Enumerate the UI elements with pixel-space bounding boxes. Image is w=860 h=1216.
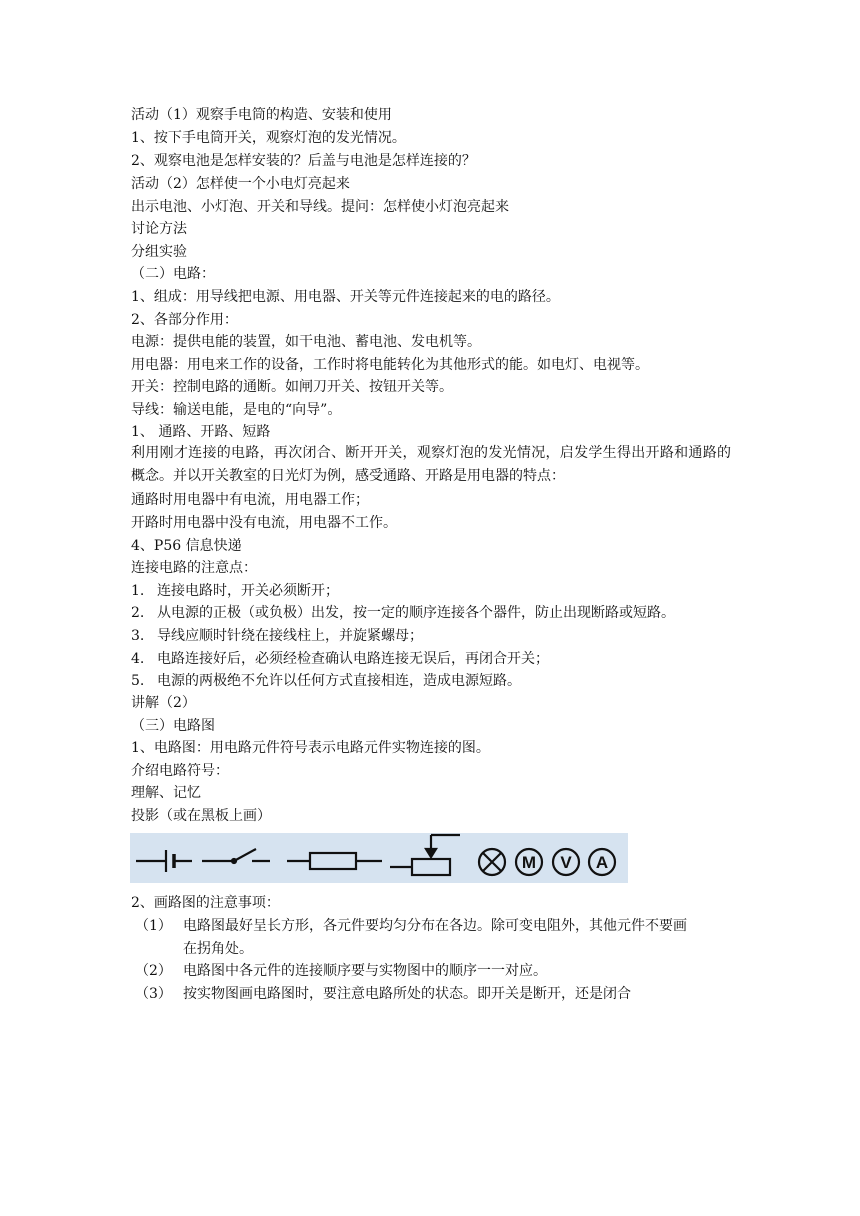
text-line: 分组实验 <box>131 244 187 260</box>
text-line: 导线：输送电能，是电的“向导”。 <box>131 402 342 418</box>
lamp-symbol <box>479 849 505 875</box>
text-line: 讲解（2） <box>131 695 196 711</box>
list-item-continuation: 在拐角处。 <box>183 941 253 957</box>
list-number: 2. <box>131 605 145 621</box>
resistor-symbol <box>287 853 382 869</box>
list-item: 电路图中各元件的连接顺序要与实物图中的顺序一一对应。 <box>183 963 547 979</box>
text-line: 投影（或在黑板上画） <box>131 808 271 824</box>
text-line: 用电器：用电来工作的设备，工作时将电能转化为其他形式的能。如电灯、电视等。 <box>131 357 649 373</box>
list-number: （3） <box>135 986 172 1002</box>
list-item: 导线应顺时针绕在接线柱上，并旋紧螺母； <box>157 628 423 644</box>
list-item: 从电源的正极（或负极）出发，按一定的顺序连接各个器件，防止出现断路或短路。 <box>157 605 675 621</box>
list-number: （2） <box>135 963 172 979</box>
motor-letter: M <box>521 853 537 872</box>
section-heading-diagram: （三）电路图 <box>131 718 215 734</box>
list-item: 电源的两极绝不允许以任何方式直接相连，造成电源短路。 <box>157 673 521 689</box>
text-line: 理解、记忆 <box>131 785 201 801</box>
text-line: 4、P56 信息快递 <box>131 538 242 554</box>
list-item: 电路连接好后，必须经检查确认电路连接无误后，再闭合开关； <box>157 651 549 667</box>
paragraph: 利用刚才连接的电路，再次闭合、断开开关，观察灯泡的发光情况，启发学生得出开路和通路的概念。并以开关教室的日光灯为例，感受通路、开路是用电器的特点： <box>131 445 731 484</box>
battery-symbol <box>136 850 192 872</box>
text-line: 连接电路的注意点： <box>131 560 257 576</box>
switch-symbol <box>202 849 270 863</box>
list-item: 按实物图画电路图时，要注意电路所处的状态。即开关是断开，还是闭合 <box>183 986 631 1002</box>
text-line: 开路时用电器中没有电流，用电器不工作。 <box>131 515 397 531</box>
text-line: 出示电池、小灯泡、开关和导线。提问：怎样使小灯泡亮起来 <box>131 199 509 215</box>
text-line: 讨论方法 <box>131 221 187 237</box>
text-line: 2、画路图的注意事项： <box>131 895 280 911</box>
section-heading-circuit: （二）电路： <box>131 266 215 282</box>
text-line: 2、各部分作用： <box>131 312 238 328</box>
circuit-symbols-figure <box>130 833 628 883</box>
circuit-symbols-svg <box>130 833 628 883</box>
list-item: 连接电路时，开关必须断开； <box>157 583 339 599</box>
ammeter-letter: A <box>595 853 609 872</box>
text-line: 开关：控制电路的通断。如闸刀开关、按钮开关等。 <box>131 379 453 395</box>
list-number: （1） <box>135 918 172 934</box>
text-line: 介绍电路符号： <box>131 763 229 779</box>
activity-1-heading: 活动（1）观察手电筒的构造、安装和使用 <box>131 107 392 123</box>
list-number: 4. <box>131 651 145 667</box>
list-number: 1. <box>131 583 145 599</box>
text-line: 电源：提供电能的装置，如干电池、蓄电池、发电机等。 <box>131 334 481 350</box>
text-line: 2、观察电池是怎样安装的？后盖与电池是怎样连接的？ <box>131 153 476 169</box>
rheostat-symbol <box>390 835 460 875</box>
activity-2-heading: 活动（2）怎样使一个小电灯亮起来 <box>131 176 350 192</box>
text-line: 1、 通路、开路、短路 <box>131 424 271 440</box>
text-line: 1、按下手电筒开关，观察灯泡的发光情况。 <box>131 130 406 146</box>
voltmeter-letter: V <box>560 853 572 872</box>
list-number: 5. <box>131 673 145 689</box>
list-item: 电路图最好呈长方形，各元件要均匀分布在各边。除可变电阻外，其他元件不要画 <box>183 918 687 934</box>
text-line: 通路时用电器中有电流，用电器工作； <box>131 492 369 508</box>
list-number: 3. <box>131 628 145 644</box>
text-line: 1、电路图：用电路元件符号表示电路元件实物连接的图。 <box>131 740 490 756</box>
text-line: 1、组成：用导线把电源、用电器、开关等元件连接起来的电的路径。 <box>131 289 560 305</box>
